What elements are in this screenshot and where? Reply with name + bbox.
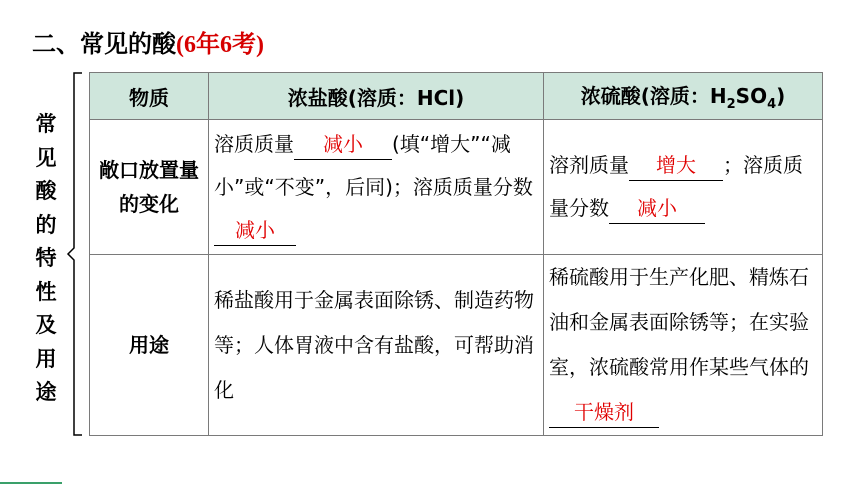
left-brace [64,72,84,436]
answer-blank[interactable]: 干燥剂 [574,400,634,424]
header-h2so4: 浓硫酸(溶质：$H_2SO_4$) [544,73,823,120]
side-label [30,108,62,410]
answer-blank[interactable]: 减小 [235,217,275,242]
exam-frequency-tag: (6年6考) [176,32,264,58]
answer-blank[interactable]: 减小 [637,196,677,220]
side-char: 特 [35,246,57,270]
header-hcl: 浓盐酸(溶质：HCl) [209,73,544,120]
side-char: 途 [35,380,57,404]
side-char: 酸 [35,179,57,203]
row-label-uses: 用途 [90,255,209,436]
cell-h2so4-exposure: 溶剂质量 增大 ；溶质质量分数 减小 [544,120,823,255]
answer-blank[interactable]: 减小 [323,131,363,156]
table-row [90,255,823,436]
side-char: 的 [35,212,57,237]
table-row [90,120,823,255]
side-char: 性 [35,279,57,304]
acid-properties-table [89,72,823,436]
side-char: 及 [35,313,57,337]
side-char: 见 [35,145,57,170]
answer-blank[interactable]: 增大 [656,153,696,177]
side-char: 用 [35,346,57,371]
cell-h2so4-uses: 稀硫酸用于生产化肥、精炼石油和金属表面除锈等；在实验室，浓硫酸常用作某些气体的干燥剂 [544,255,823,436]
cell-hcl-uses: 稀盐酸用于金属表面除锈、制造药物等；人体胃液中含有盐酸，可帮助消化 [209,255,544,436]
side-char: 常 [35,112,57,136]
header-substance: 物质 [90,73,209,120]
cell-hcl-exposure: 溶质质量 减小 (填“增大”“减小”或“不变”，后同)；溶质质量分数减小 [209,120,544,255]
row-label-exposure: 敞口放置量的变化 [90,120,209,255]
table-header-row [90,73,823,120]
section-title [32,24,264,59]
section-title-text: 二、常见的酸 [32,30,176,58]
